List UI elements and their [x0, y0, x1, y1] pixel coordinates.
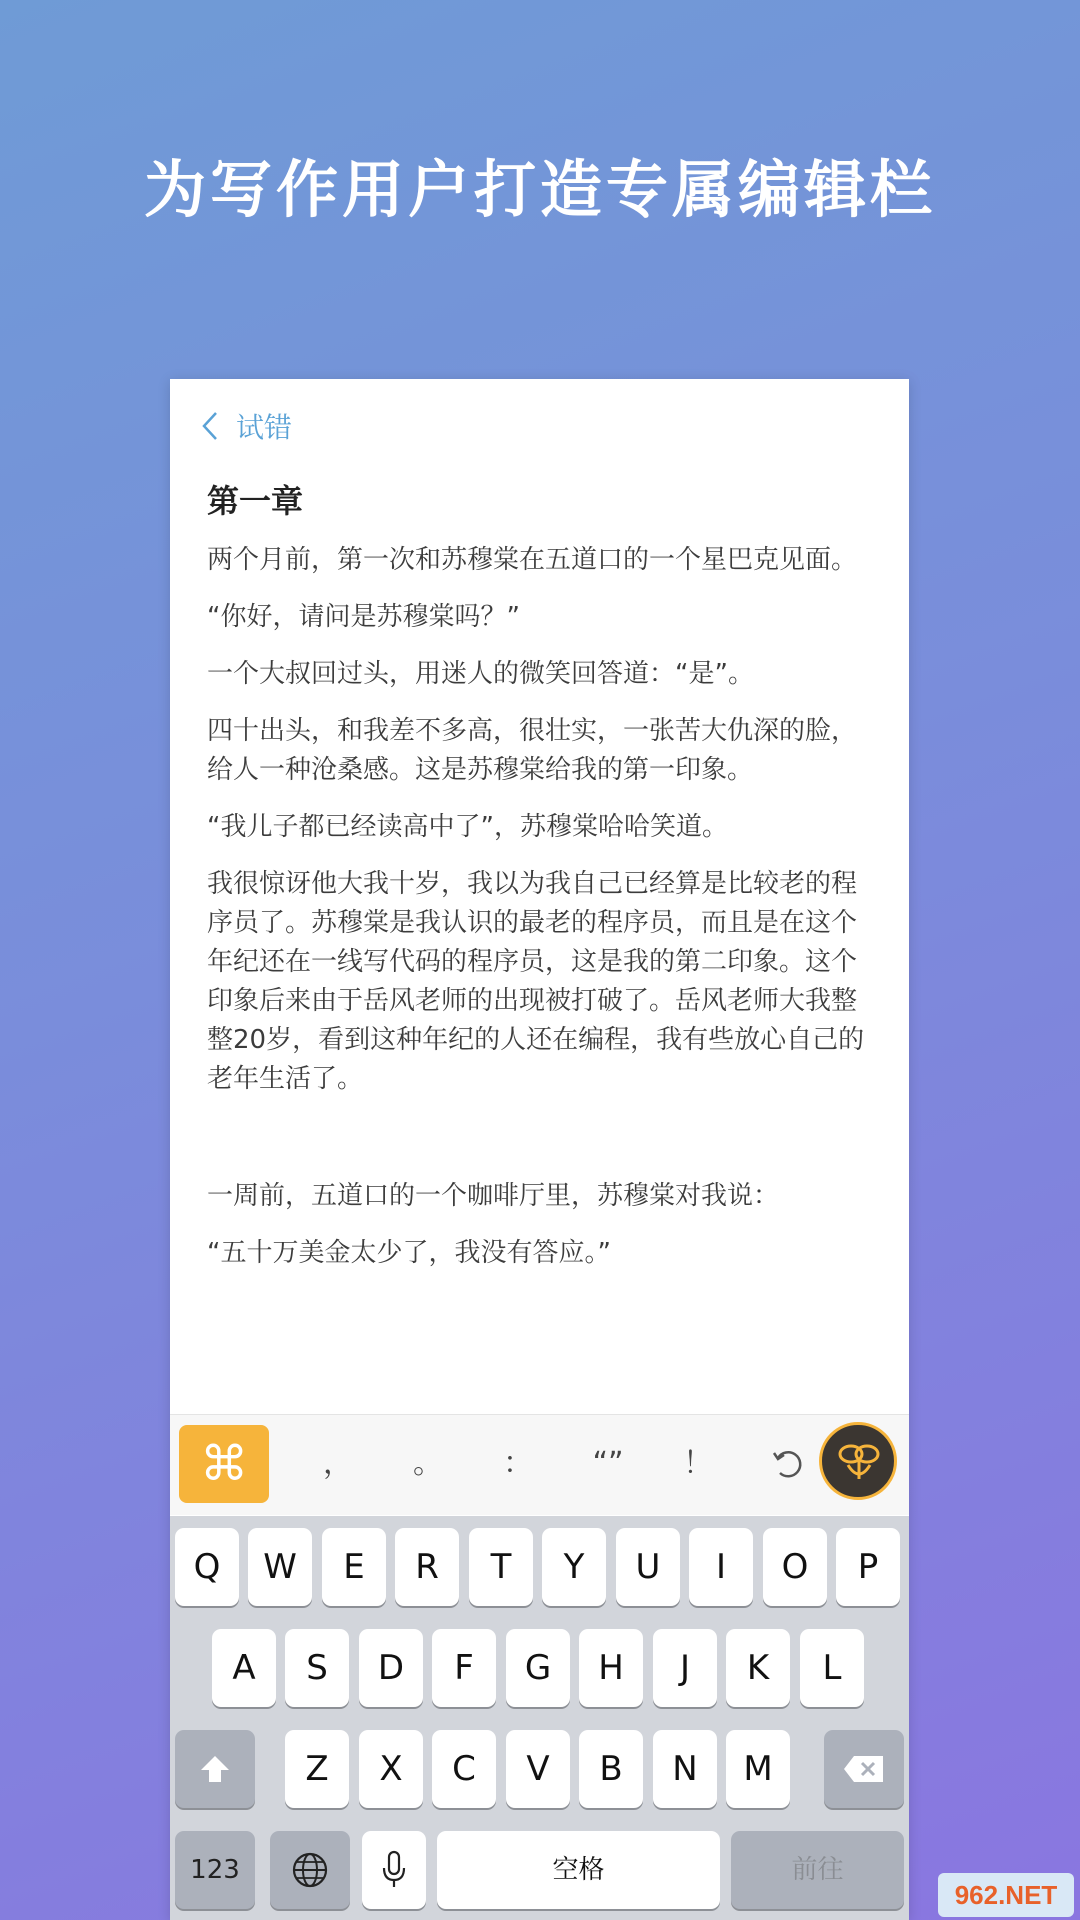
key-c[interactable]: C — [432, 1730, 496, 1808]
key-m[interactable]: M — [726, 1730, 790, 1808]
paragraph: “五十万美金太少了，我没有答应。” — [207, 1238, 611, 1268]
key-h[interactable]: H — [579, 1629, 643, 1707]
back-button[interactable] — [202, 401, 292, 451]
toolbar-key-comma[interactable]: ， — [323, 1446, 353, 1481]
nav-bar — [170, 379, 909, 469]
key-f[interactable]: F — [432, 1629, 496, 1707]
keyboard — [170, 1516, 909, 1920]
toolbar-key-quotes[interactable]: “” — [592, 1446, 624, 1481]
key-d[interactable]: D — [359, 1629, 423, 1707]
return-key[interactable]: 前往 — [731, 1831, 904, 1909]
chapter-title: 第一章 — [207, 482, 304, 520]
key-i[interactable]: I — [689, 1528, 753, 1606]
key-l[interactable]: L — [800, 1629, 864, 1707]
key-e[interactable]: E — [322, 1528, 386, 1606]
key-r[interactable]: R — [395, 1528, 459, 1606]
undo-icon[interactable] — [758, 1429, 818, 1499]
paragraph: “我儿子都已经读高中了”，苏穆棠哈哈笑道。 — [207, 812, 728, 842]
bee-logo-icon[interactable] — [819, 1422, 897, 1500]
paragraph: 一个大叔回过头，用迷人的微笑回答道：“是”。 — [207, 659, 754, 689]
chevron-left-icon — [202, 411, 218, 441]
key-q[interactable]: Q — [175, 1528, 239, 1606]
microphone-key[interactable] — [362, 1831, 426, 1909]
paragraph: 两个月前，第一次和苏穆棠在五道口的一个星巴克见面。 — [207, 545, 858, 575]
toolbar-key-period[interactable]: 。 — [413, 1446, 443, 1481]
key-s[interactable]: S — [285, 1629, 349, 1707]
paragraph: 一周前，五道口的一个咖啡厅里，苏穆棠对我说： — [207, 1181, 780, 1211]
key-y[interactable]: Y — [542, 1528, 606, 1606]
numbers-key[interactable]: 123 — [175, 1831, 255, 1909]
back-label: 试错 — [236, 411, 293, 444]
key-v[interactable]: V — [506, 1730, 570, 1808]
paragraph: 四十出头，和我差不多高，很壮实，一张苦大仇深的脸，给人一种沧桑感。这是苏穆棠给我的第一印象。 — [207, 716, 858, 785]
toolbar-key-exclamation[interactable]: ！ — [683, 1446, 713, 1481]
key-z[interactable]: Z — [285, 1730, 349, 1808]
command-button[interactable]: ⌘ — [179, 1425, 269, 1503]
key-k[interactable]: K — [726, 1629, 790, 1707]
key-b[interactable]: B — [579, 1730, 643, 1808]
site-watermark: 962.NET — [938, 1873, 1074, 1917]
paragraph: 我很惊讶他大我十岁，我以为我自己已经算是比较老的程序员了。苏穆棠是我认识的最老的程序员，而且是在这个年纪还在一线写代码的程序员，这是我的第二印象。这个印象后来由于岳风老师的出现被打破了。岳风老师大我整整20岁，看到这种年纪的人还在编程，我有些放心自己的老年生活了。 — [207, 869, 865, 1094]
key-t[interactable]: T — [469, 1528, 533, 1606]
key-w[interactable]: W — [248, 1528, 312, 1606]
shift-key[interactable] — [175, 1730, 255, 1808]
space-key[interactable]: 空格 — [437, 1831, 720, 1909]
writing-toolbar — [170, 1414, 909, 1515]
key-o[interactable]: O — [763, 1528, 827, 1606]
document-editor[interactable] — [207, 479, 877, 1305]
key-x[interactable]: X — [359, 1730, 423, 1808]
globe-key[interactable] — [270, 1831, 350, 1909]
key-p[interactable]: P — [836, 1528, 900, 1606]
key-n[interactable]: N — [653, 1730, 717, 1808]
toolbar-key-colon[interactable]: ： — [503, 1446, 533, 1481]
phone-screen — [170, 379, 909, 1920]
promo-headline: 为写作用户打造专属编辑栏 — [143, 153, 936, 226]
key-g[interactable]: G — [506, 1629, 570, 1707]
paragraph: “你好，请问是苏穆棠吗？” — [207, 602, 520, 632]
delete-key[interactable] — [824, 1730, 904, 1808]
key-u[interactable]: U — [616, 1528, 680, 1606]
key-a[interactable]: A — [212, 1629, 276, 1707]
key-j[interactable]: J — [653, 1629, 717, 1707]
